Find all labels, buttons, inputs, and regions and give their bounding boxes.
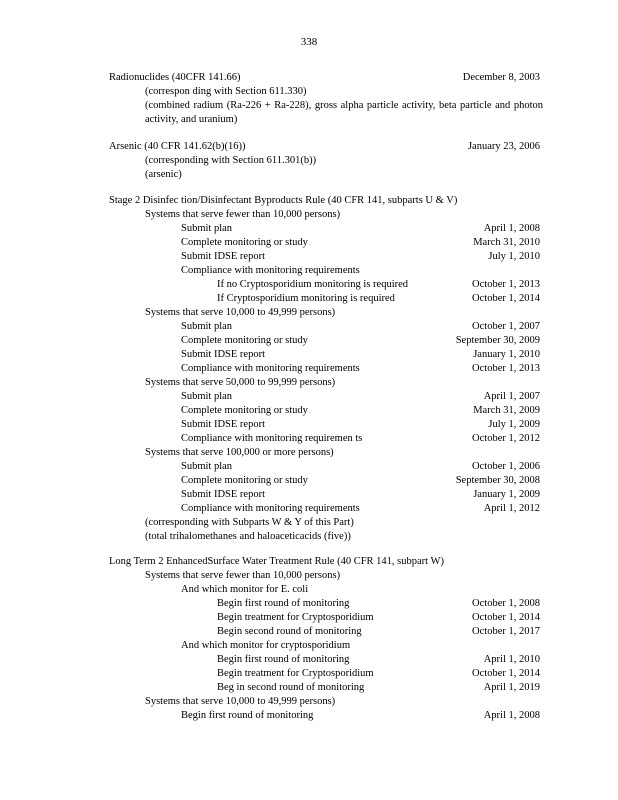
stage2-item-label: Submit plan — [181, 391, 233, 402]
lt2-title: Long Term 2 EnhancedSurface Water Treatment Rule (40 CFR 141, subpart W) — [109, 556, 444, 567]
lt2-item-label: Begin second round of monitoring — [217, 626, 362, 637]
lt2-group-label: Systems that serve 10,000 to 49,999 persons) — [145, 696, 336, 707]
lt2-crypto-label: And which monitor for cryptosporidium — [181, 640, 351, 651]
stage2-item-date: July 1, 2009 — [488, 419, 540, 430]
stage2-item-date: October 1, 2014 — [472, 293, 540, 304]
stage2-item-label: If no Cryptosporidium monitoring is required — [217, 279, 409, 290]
lt2-group-label: Systems that serve fewer than 10,000 persons) — [145, 570, 341, 581]
arsenic-date: January 23, 2006 — [467, 141, 540, 152]
stage2-item-label: Submit plan — [181, 223, 233, 234]
lt2-item-date: April 1, 2010 — [483, 654, 540, 665]
lt2-item-date: October 1, 2014 — [472, 612, 540, 623]
radionuclides-date: December 8, 2003 — [462, 72, 540, 83]
stage2-item-date: April 1, 2008 — [483, 223, 540, 234]
lt2-ecoli-label: And which monitor for E. coli — [181, 584, 309, 595]
stage2-item-date: January 1, 2010 — [473, 349, 540, 360]
stage2-item-date: September 30, 2008 — [455, 475, 540, 486]
stage2-item-date: January 1, 2009 — [473, 489, 540, 500]
stage2-item-date: April 1, 2007 — [483, 391, 540, 402]
radionuclides-correspondence: (correspon ding with Section 611.330) — [145, 86, 307, 97]
lt2-item-date: October 1, 2017 — [472, 626, 540, 637]
stage2-item-label: Compliance with monitoring requirements — [181, 503, 360, 514]
page-number: 338 — [300, 36, 318, 48]
stage2-item-label: If Cryptosporidium monitoring is required — [217, 293, 395, 304]
lt2-item-label: Begin first round of monitoring — [181, 710, 314, 721]
lt2-item-date: October 1, 2008 — [472, 598, 540, 609]
arsenic-correspondence: (corresponding with Section 611.301(b)) — [145, 155, 317, 166]
stage2-item-label: Complete monitoring or study — [181, 405, 308, 416]
stage2-group-label: Systems that serve 50,000 to 99,999 persons) — [145, 377, 336, 388]
stage2-item-label: Submit plan — [181, 461, 233, 472]
stage2-description: (total trihalomethanes and haloaceticacids (five)) — [145, 531, 351, 542]
stage2-item-date: October 1, 2012 — [472, 433, 540, 444]
stage2-item-label: Submit IDSE report — [181, 251, 265, 262]
radionuclides-description: (combined radium (Ra-226 + Ra-228), gross alpha particle activity, beta particle and photon activity, and uranium) — [145, 100, 543, 125]
stage2-item-date: October 1, 2007 — [472, 321, 540, 332]
stage2-item-label: Submit IDSE report — [181, 419, 265, 430]
stage2-item-label: Compliance with monitoring requirements — [181, 265, 360, 276]
stage2-item-date: October 1, 2013 — [472, 279, 540, 290]
lt2-item-label: Begin treatment for Cryptosporidium — [217, 668, 374, 679]
stage2-group-label: Systems that serve fewer than 10,000 persons) — [145, 209, 341, 220]
stage2-item-label: Complete monitoring or study — [181, 237, 308, 248]
stage2-item-date: October 1, 2013 — [472, 363, 540, 374]
stage2-group-label: Systems that serve 100,000 or more persons) — [145, 447, 334, 458]
stage2-item-date: March 31, 2010 — [473, 237, 540, 248]
stage2-item-date: September 30, 2009 — [455, 335, 540, 346]
stage2-item-label: Complete monitoring or study — [181, 475, 308, 486]
lt2-item-date: April 1, 2019 — [483, 682, 540, 693]
stage2-item-date: April 1, 2012 — [483, 503, 540, 514]
stage2-item-label: Compliance with monitoring requiremen ts — [181, 433, 363, 444]
stage2-item-label: Submit IDSE report — [181, 489, 265, 500]
lt2-item-label: Beg in second round of monitoring — [217, 682, 365, 693]
stage2-item-label: Compliance with monitoring requirements — [181, 363, 360, 374]
lt2-item-date: April 1, 2008 — [483, 710, 540, 721]
stage2-item-label: Submit plan — [181, 321, 233, 332]
arsenic-description: (arsenic) — [145, 169, 182, 180]
stage2-item-label: Submit IDSE report — [181, 349, 265, 360]
arsenic-title: Arsenic (40 CFR 141.62(b)(16)) — [109, 141, 246, 152]
lt2-item-label: Begin first round of monitoring — [217, 654, 350, 665]
lt2-item-label: Begin first round of monitoring — [217, 598, 350, 609]
stage2-item-label: Complete monitoring or study — [181, 335, 308, 346]
stage2-item-date: March 31, 2009 — [473, 405, 540, 416]
lt2-item-label: Begin treatment for Cryptosporidium — [217, 612, 374, 623]
stage2-title: Stage 2 Disinfec tion/Disinfectant Byproducts Rule (40 CFR 141, subparts U & V) — [109, 195, 458, 206]
stage2-correspondence: (corresponding with Subparts W & Y of this Part) — [145, 517, 354, 528]
lt2-item-date: October 1, 2014 — [472, 668, 540, 679]
radionuclides-title: Radionuclides (40CFR 141.66) — [109, 72, 241, 83]
stage2-item-date: July 1, 2010 — [488, 251, 540, 262]
stage2-group-label: Systems that serve 10,000 to 49,999 persons) — [145, 307, 336, 318]
stage2-item-date: October 1, 2006 — [472, 461, 540, 472]
